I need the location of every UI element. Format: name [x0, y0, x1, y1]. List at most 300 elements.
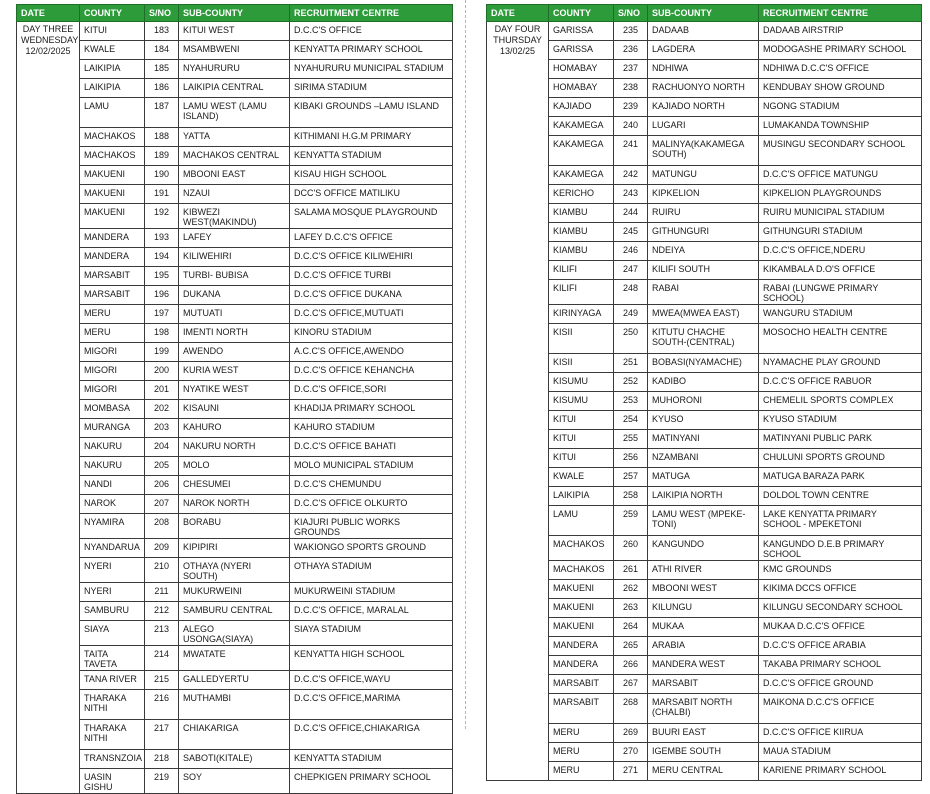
centre-cell: D.C.C'S OFFICE RABUOR [759, 373, 922, 392]
centre-cell: D.C.C'S OFFICE MATUNGU [759, 166, 922, 185]
subcounty-cell: KILUNGU [648, 599, 759, 618]
sno-cell: 185 [145, 60, 179, 79]
centre-cell: D.C.C'S OFFICE,SORI [290, 381, 453, 400]
table-row [487, 117, 922, 136]
county-cell: KIAMBU [549, 242, 614, 261]
sno-cell: 246 [614, 242, 648, 261]
sno-cell: 203 [145, 419, 179, 438]
county-cell: MACHAKOS [549, 536, 614, 561]
table-row [487, 743, 922, 762]
centre-cell: SALAMA MOSQUE PLAYGROUND [290, 204, 453, 229]
recruitment-table-day-four [486, 4, 922, 781]
centre-cell: KENYATTA STADIUM [290, 750, 453, 769]
county-cell: MACHAKOS [80, 147, 145, 166]
subcounty-cell: KISAUNI [179, 400, 290, 419]
county-cell: MIGORI [80, 381, 145, 400]
subcounty-cell: KIPKELION [648, 185, 759, 204]
centre-cell: MATINYANI PUBLIC PARK [759, 430, 922, 449]
centre-cell: NYAHURURU MUNICIPAL STADIUM [290, 60, 453, 79]
centre-cell: DCC'S OFFICE MATILIKU [290, 185, 453, 204]
centre-cell: D.C.C'S OFFICE ARABIA [759, 637, 922, 656]
table-row [17, 22, 453, 41]
county-cell: KISII [549, 324, 614, 354]
table-row [17, 419, 453, 438]
county-cell: NANDI [80, 476, 145, 495]
centre-cell: MOSOCHO HEALTH CENTRE [759, 324, 922, 354]
centre-cell: MUSINGU SECONDARY SCHOOL [759, 136, 922, 166]
table-row [487, 60, 922, 79]
county-cell: SIAYA [80, 621, 145, 646]
sno-cell: 212 [145, 602, 179, 621]
table-row [487, 204, 922, 223]
subcounty-cell: MBOONI WEST [648, 580, 759, 599]
header-date: DATE [487, 5, 549, 22]
sno-cell: 183 [145, 22, 179, 41]
date-label: 13/02/25 [499, 46, 536, 56]
county-cell: KAKAMEGA [549, 136, 614, 166]
subcounty-cell: KIPIPIRI [179, 539, 290, 558]
county-cell: MAKUENI [549, 599, 614, 618]
county-cell: LAMU [549, 506, 614, 536]
subcounty-cell: MUHORONI [648, 392, 759, 411]
sno-cell: 268 [614, 694, 648, 724]
sno-cell: 200 [145, 362, 179, 381]
subcounty-cell: KILIWEHIRI [179, 248, 290, 267]
subcounty-cell: ATHI RIVER [648, 561, 759, 580]
table-row [17, 286, 453, 305]
centre-cell: MATUGA BARAZA PARK [759, 468, 922, 487]
county-cell: MARSABIT [80, 267, 145, 286]
centre-cell: MAIKONA D.C.C'S OFFICE [759, 694, 922, 724]
subcounty-cell: MATUGA [648, 468, 759, 487]
county-cell: KAKAMEGA [549, 166, 614, 185]
subcounty-cell: KURIA WEST [179, 362, 290, 381]
county-cell: GARISSA [549, 22, 614, 41]
sno-cell: 191 [145, 185, 179, 204]
sno-cell: 209 [145, 539, 179, 558]
county-cell: HOMABAY [549, 60, 614, 79]
table-row [487, 373, 922, 392]
county-cell: MOMBASA [80, 400, 145, 419]
header-subcounty: SUB-COUNTY [648, 5, 759, 22]
header-subcounty: SUB-COUNTY [179, 5, 290, 22]
sno-cell: 211 [145, 583, 179, 602]
county-cell: KITUI [549, 411, 614, 430]
table-row [17, 204, 453, 229]
centre-cell: MAUA STADIUM [759, 743, 922, 762]
subcounty-cell: MACHAKOS CENTRAL [179, 147, 290, 166]
county-cell: KWALE [549, 468, 614, 487]
table-row [487, 354, 922, 373]
county-cell: MAKUENI [549, 618, 614, 637]
table-row [17, 41, 453, 60]
centre-cell: NDHIWA D.C.C'S OFFICE [759, 60, 922, 79]
table-row [487, 98, 922, 117]
county-cell: UASIN GISHU [80, 769, 145, 794]
centre-cell: KMC GROUNDS [759, 561, 922, 580]
table-row [487, 580, 922, 599]
subcounty-cell: KITUTU CHACHE SOUTH-(CENTRAL) [648, 324, 759, 354]
subcounty-cell: SOY [179, 769, 290, 794]
table-row [17, 514, 453, 539]
county-cell: MIGORI [80, 362, 145, 381]
centre-cell: KAHURO STADIUM [290, 419, 453, 438]
subcounty-cell: MWEA(MWEA EAST) [648, 305, 759, 324]
table-row [487, 392, 922, 411]
centre-cell: KITHIMANI H.G.M PRIMARY [290, 128, 453, 147]
table-row [487, 280, 922, 305]
county-cell: MAKUENI [80, 185, 145, 204]
subcounty-cell: MUTHAMBI [179, 690, 290, 720]
sno-cell: 264 [614, 618, 648, 637]
table-row [17, 457, 453, 476]
sno-cell: 208 [145, 514, 179, 539]
sno-cell: 261 [614, 561, 648, 580]
table-row [487, 411, 922, 430]
sno-cell: 248 [614, 280, 648, 305]
subcounty-cell: LAFEY [179, 229, 290, 248]
subcounty-cell: YATTA [179, 128, 290, 147]
sno-cell: 236 [614, 41, 648, 60]
sno-cell: 254 [614, 411, 648, 430]
county-cell: KIAMBU [549, 204, 614, 223]
table-row [17, 495, 453, 514]
centre-cell: LAKE KENYATTA PRIMARY SCHOOL - MPEKETONI [759, 506, 922, 536]
subcounty-cell: NZAMBANI [648, 449, 759, 468]
table-row [487, 468, 922, 487]
sno-cell: 237 [614, 60, 648, 79]
sno-cell: 259 [614, 506, 648, 536]
county-cell: NAKURU [80, 457, 145, 476]
centre-cell: CHEPKIGEN PRIMARY SCHOOL [290, 769, 453, 794]
header-date: DATE [17, 5, 80, 22]
centre-cell: D.C.C'S OFFICE, MARALAL [290, 602, 453, 621]
subcounty-cell: SABOTI(KITALE) [179, 750, 290, 769]
subcounty-cell: KITUI WEST [179, 22, 290, 41]
table-row [487, 166, 922, 185]
sno-cell: 190 [145, 166, 179, 185]
sno-cell: 271 [614, 762, 648, 781]
sno-cell: 247 [614, 261, 648, 280]
centre-cell: NGONG STADIUM [759, 98, 922, 117]
subcounty-cell: MWATATE [179, 646, 290, 671]
subcounty-cell: BOBASI(NYAMACHE) [648, 354, 759, 373]
table-row [487, 22, 922, 41]
sno-cell: 250 [614, 324, 648, 354]
subcounty-cell: CHESUMEI [179, 476, 290, 495]
county-cell: MARSABIT [80, 286, 145, 305]
table-row [17, 720, 453, 750]
day-label: DAY FOUR [494, 24, 541, 34]
table-row [487, 185, 922, 204]
county-cell: TAITA TAVETA [80, 646, 145, 671]
centre-cell: SIAYA STADIUM [290, 621, 453, 646]
subcounty-cell: LAIKIPIA CENTRAL [179, 79, 290, 98]
county-cell: NYAMIRA [80, 514, 145, 539]
sno-cell: 207 [145, 495, 179, 514]
centre-cell: D.C.C'S OFFICE KILIWEHIRI [290, 248, 453, 267]
table-row [17, 98, 453, 128]
subcounty-cell: GITHUNGURI [648, 223, 759, 242]
centre-cell: D.C.C'S OFFICE BAHATI [290, 438, 453, 457]
centre-cell: WAKIONGO SPORTS GROUND [290, 539, 453, 558]
county-cell: MERU [80, 324, 145, 343]
subcounty-cell: IGEMBE SOUTH [648, 743, 759, 762]
subcounty-cell: LAGDERA [648, 41, 759, 60]
sno-cell: 270 [614, 743, 648, 762]
subcounty-cell: KYUSO [648, 411, 759, 430]
sno-cell: 193 [145, 229, 179, 248]
weekday-label: THURSDAY [493, 35, 542, 45]
centre-cell: KIPKELION PLAYGROUNDS [759, 185, 922, 204]
table-row [487, 261, 922, 280]
table-row [17, 305, 453, 324]
table-row [17, 229, 453, 248]
centre-cell: KILUNGU SECONDARY SCHOOL [759, 599, 922, 618]
centre-cell: KHADIJA PRIMARY SCHOOL [290, 400, 453, 419]
subcounty-cell: MALINYA(KAKAMEGA SOUTH) [648, 136, 759, 166]
subcounty-cell: MUKAA [648, 618, 759, 637]
centre-cell: TAKABA PRIMARY SCHOOL [759, 656, 922, 675]
sno-cell: 196 [145, 286, 179, 305]
subcounty-cell: KANGUNDO [648, 536, 759, 561]
table-row [487, 136, 922, 166]
county-cell: MURANGA [80, 419, 145, 438]
sno-cell: 251 [614, 354, 648, 373]
table-row [17, 362, 453, 381]
table-row [17, 267, 453, 286]
table-row [17, 60, 453, 79]
sno-cell: 243 [614, 185, 648, 204]
subcounty-cell: MARSABIT NORTH (CHALBI) [648, 694, 759, 724]
table-row [17, 438, 453, 457]
date-label: 12/02/2025 [25, 46, 71, 56]
county-cell: MACHAKOS [80, 128, 145, 147]
sno-cell: 213 [145, 621, 179, 646]
centre-cell: MUKURWEINI STADIUM [290, 583, 453, 602]
table-row [17, 646, 453, 671]
sno-cell: 204 [145, 438, 179, 457]
county-cell: MAKUENI [80, 204, 145, 229]
table-row [487, 618, 922, 637]
county-cell: KITUI [549, 430, 614, 449]
table-row [487, 324, 922, 354]
subcounty-cell: MUTUATI [179, 305, 290, 324]
header-sno: S/NO [614, 5, 648, 22]
county-cell: SAMBURU [80, 602, 145, 621]
sno-cell: 186 [145, 79, 179, 98]
centre-cell: D.C.C'S OFFICE OLKURTO [290, 495, 453, 514]
table-row [17, 79, 453, 98]
subcounty-cell: DUKANA [179, 286, 290, 305]
centre-cell: KISAU HIGH SCHOOL [290, 166, 453, 185]
day-cell [17, 22, 80, 794]
county-cell: NYERI [80, 583, 145, 602]
county-cell: KAKAMEGA [549, 117, 614, 136]
table-row [487, 762, 922, 781]
county-cell: TRANSNZOIA [80, 750, 145, 769]
county-cell: KITUI [549, 449, 614, 468]
centre-cell: KENDUBAY SHOW GROUND [759, 79, 922, 98]
county-cell: LAIKIPIA [80, 79, 145, 98]
sno-cell: 197 [145, 305, 179, 324]
header-sno: S/NO [145, 5, 179, 22]
table-row [17, 248, 453, 267]
sno-cell: 258 [614, 487, 648, 506]
table-row [487, 506, 922, 536]
table-row [487, 242, 922, 261]
sno-cell: 239 [614, 98, 648, 117]
sno-cell: 240 [614, 117, 648, 136]
table-row [487, 449, 922, 468]
centre-cell: KENYATTA HIGH SCHOOL [290, 646, 453, 671]
sno-cell: 260 [614, 536, 648, 561]
table-row [17, 400, 453, 419]
subcounty-cell: TURBI- BUBISA [179, 267, 290, 286]
header-county: COUNTY [80, 5, 145, 22]
sno-cell: 216 [145, 690, 179, 720]
centre-cell: NYAMACHE PLAY GROUND [759, 354, 922, 373]
table-row [487, 487, 922, 506]
subcounty-cell: MSAMBWENI [179, 41, 290, 60]
centre-cell: D.C.C'S OFFICE,NDERU [759, 242, 922, 261]
sno-cell: 249 [614, 305, 648, 324]
centre-cell: MODOGASHE PRIMARY SCHOOL [759, 41, 922, 60]
centre-cell: D.C.C'S OFFICE GROUND [759, 675, 922, 694]
table-row [17, 621, 453, 646]
table-row [17, 166, 453, 185]
sno-cell: 235 [614, 22, 648, 41]
county-cell: MARSABIT [549, 694, 614, 724]
county-cell: MAKUENI [549, 580, 614, 599]
sno-cell: 242 [614, 166, 648, 185]
sno-cell: 194 [145, 248, 179, 267]
county-cell: NYANDARUA [80, 539, 145, 558]
table-row [487, 536, 922, 561]
centre-cell: D.C.C'S OFFICE DUKANA [290, 286, 453, 305]
subcounty-cell: NAKURU NORTH [179, 438, 290, 457]
county-cell: THARAKA NITHI [80, 690, 145, 720]
sno-cell: 266 [614, 656, 648, 675]
sno-cell: 201 [145, 381, 179, 400]
table-row [487, 41, 922, 60]
county-cell: MARSABIT [549, 675, 614, 694]
header-centre: RECRUITMENT CENTRE [290, 5, 453, 22]
subcounty-cell: RUIRU [648, 204, 759, 223]
county-cell: KERICHO [549, 185, 614, 204]
sno-cell: 217 [145, 720, 179, 750]
sno-cell: 202 [145, 400, 179, 419]
centre-cell: KIKAMBALA D.O'S OFFICE [759, 261, 922, 280]
subcounty-cell: KADIBO [648, 373, 759, 392]
county-cell: NAKURU [80, 438, 145, 457]
centre-cell: D.C.C'S OFFICE KIIRUA [759, 724, 922, 743]
table-row [487, 561, 922, 580]
sno-cell: 189 [145, 147, 179, 166]
county-cell: MANDERA [549, 637, 614, 656]
subcounty-cell: LAMU WEST (LAMU ISLAND) [179, 98, 290, 128]
subcounty-cell: RABAI [648, 280, 759, 305]
sno-cell: 198 [145, 324, 179, 343]
sno-cell: 187 [145, 98, 179, 128]
county-cell: KISUMU [549, 392, 614, 411]
subcounty-cell: GALLEDYERTU [179, 671, 290, 690]
county-cell: HOMABAY [549, 79, 614, 98]
sno-cell: 219 [145, 769, 179, 794]
subcounty-cell: BORABU [179, 514, 290, 539]
county-cell: KAJIADO [549, 98, 614, 117]
subcounty-cell: LAIKIPIA NORTH [648, 487, 759, 506]
subcounty-cell: NYATIKE WEST [179, 381, 290, 400]
centre-cell: MUKAA D.C.C'S OFFICE [759, 618, 922, 637]
sno-cell: 184 [145, 41, 179, 60]
county-cell: LAIKIPIA [80, 60, 145, 79]
sno-cell: 214 [145, 646, 179, 671]
county-cell: THARAKA NITHI [80, 720, 145, 750]
table-row [17, 671, 453, 690]
table-row [487, 656, 922, 675]
table-row [487, 675, 922, 694]
centre-cell: RUIRU MUNICIPAL STADIUM [759, 204, 922, 223]
table-row [17, 147, 453, 166]
sno-cell: 256 [614, 449, 648, 468]
sno-cell: 188 [145, 128, 179, 147]
sno-cell: 257 [614, 468, 648, 487]
table-header-row [17, 5, 453, 22]
subcounty-cell: MATUNGU [648, 166, 759, 185]
centre-cell: DOLDOL TOWN CENTRE [759, 487, 922, 506]
centre-cell: KANGUNDO D.E.B PRIMARY SCHOOL [759, 536, 922, 561]
centre-cell: KARIENE PRIMARY SCHOOL [759, 762, 922, 781]
table-row [17, 476, 453, 495]
sno-cell: 195 [145, 267, 179, 286]
subcounty-cell: AWENDO [179, 343, 290, 362]
day-label: DAY THREE [22, 24, 74, 34]
sno-cell: 252 [614, 373, 648, 392]
centre-cell: RABAI (LUNGWE PRIMARY SCHOOL) [759, 280, 922, 305]
subcounty-cell: KAHURO [179, 419, 290, 438]
table-row [487, 637, 922, 656]
header-county: COUNTY [549, 5, 614, 22]
sno-cell: 210 [145, 558, 179, 583]
centre-cell: D.C.C'S OFFICE,MUTUATI [290, 305, 453, 324]
weekday-label: WEDNESDAY [21, 35, 79, 45]
centre-cell: KENYATTA PRIMARY SCHOOL [290, 41, 453, 60]
county-cell: KILIFI [549, 280, 614, 305]
subcounty-cell: ARABIA [648, 637, 759, 656]
centre-cell: KENYATTA STADIUM [290, 147, 453, 166]
county-cell: KIRINYAGA [549, 305, 614, 324]
sno-cell: 244 [614, 204, 648, 223]
table-header-row [487, 5, 922, 22]
table-row [487, 694, 922, 724]
centre-cell: KIAJURI PUBLIC WORKS GROUNDS [290, 514, 453, 539]
county-cell: MANDERA [80, 229, 145, 248]
centre-cell: D.C.C'S OFFICE KEHANCHA [290, 362, 453, 381]
county-cell: MANDERA [80, 248, 145, 267]
subcounty-cell: NYAHURURU [179, 60, 290, 79]
page-divider [465, 0, 466, 729]
subcounty-cell: NZAUI [179, 185, 290, 204]
subcounty-cell: IMENTI NORTH [179, 324, 290, 343]
subcounty-cell: MERU CENTRAL [648, 762, 759, 781]
table-row [17, 583, 453, 602]
table-row [487, 223, 922, 242]
subcounty-cell: LAMU WEST (MPEKE-TONI) [648, 506, 759, 536]
centre-cell: SIRIMA STADIUM [290, 79, 453, 98]
centre-cell: LAFEY D.C.C'S OFFICE [290, 229, 453, 248]
table-row [17, 602, 453, 621]
